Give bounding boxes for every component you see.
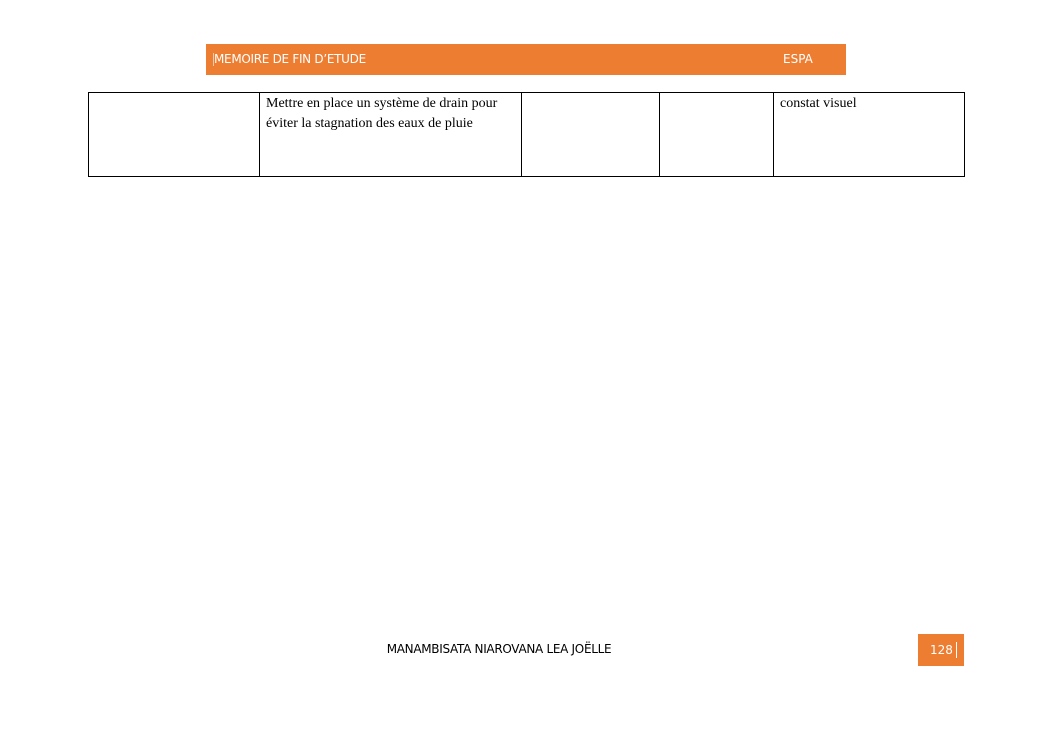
table-cell-verification: constat visuel xyxy=(774,93,965,177)
header-title: MEMOIRE DE FIN D’ETUDE xyxy=(214,52,366,66)
page-number-badge xyxy=(918,634,964,666)
table-cell-action: Mettre en place un système de drain pour éviter la stagnation des eaux de pluie xyxy=(260,93,522,177)
table-cell xyxy=(660,93,774,177)
footer-author: MANAMBISATA NIAROVANA LEA JOËLLE xyxy=(386,642,612,656)
page-number: 128 xyxy=(930,643,953,657)
page-header xyxy=(206,44,846,75)
header-institution: ESPA xyxy=(783,52,813,66)
table-cell xyxy=(522,93,660,177)
content-table xyxy=(88,92,965,177)
page-divider xyxy=(956,642,957,658)
table-row xyxy=(89,93,965,177)
table-cell xyxy=(89,93,260,177)
